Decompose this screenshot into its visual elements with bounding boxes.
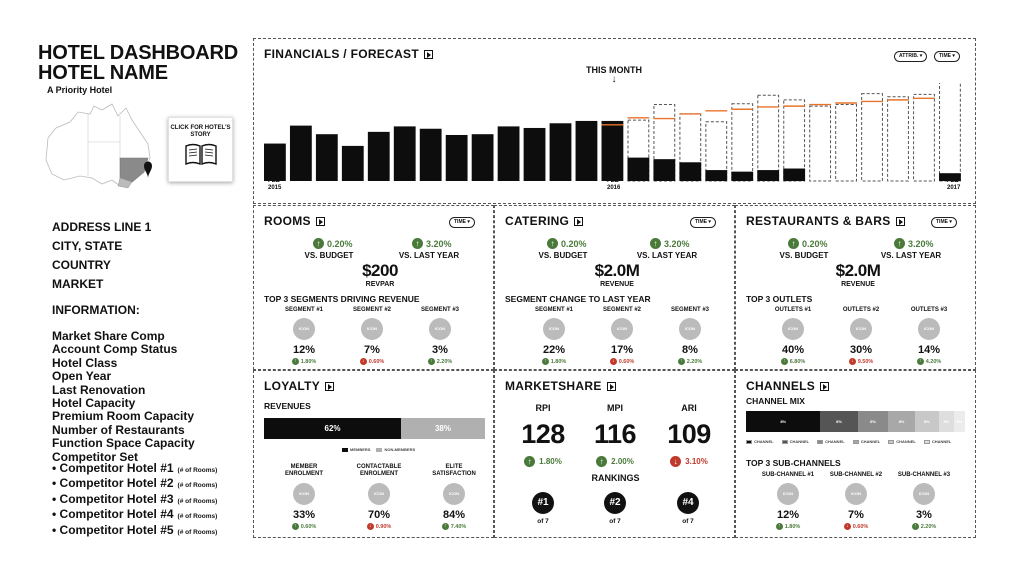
vs-last-year-label: VS. LAST YEAR — [636, 251, 698, 260]
vs-budget-label: VS. BUDGET — [779, 251, 829, 260]
address-city-state: CITY, STATE — [52, 239, 123, 253]
members-pct: 62% — [324, 424, 341, 433]
outlet-3: OUTLETS #3 ICON 14% ↑ 4.20% — [910, 307, 948, 365]
actual-bar — [602, 121, 624, 181]
forecast-actual-bar — [679, 162, 701, 181]
outlet-icon: ICON — [782, 318, 804, 340]
mpi-kpi: MPI 116 ↑ 2.00% — [593, 403, 637, 466]
segment-3: SEGMENT #3 ICON 8% ↑ 2.20% — [670, 307, 709, 365]
enrolment-icon: ICON — [293, 483, 315, 505]
this-month-label: THIS MONTH ↓ — [569, 65, 659, 84]
info-item: Number of Restaurants — [52, 422, 185, 437]
play-icon[interactable] — [574, 217, 583, 226]
forecast-bar — [940, 83, 961, 181]
info-item: Function Space Capacity — [52, 436, 195, 451]
outlet-icon: ICON — [850, 318, 872, 340]
down-arrow-icon: ↓ — [360, 358, 367, 365]
actual-bar — [342, 146, 364, 181]
actual-bar — [550, 123, 572, 181]
information-list — [52, 330, 195, 464]
channel-mix-segment: 8% — [746, 411, 820, 432]
rankings-heading: RANKINGS — [591, 473, 640, 483]
outlets-heading: TOP 3 OUTLETS — [746, 294, 813, 304]
restaurants-revenue-value: $2.0M — [835, 261, 881, 280]
actual-bar — [498, 126, 520, 181]
forecast-bar — [888, 97, 909, 181]
channel-legend-item: CHANNEL — [817, 439, 845, 444]
forecast-actual-bar — [705, 170, 727, 181]
elite-satisfaction: ELITE SATISFACTION ICON 84% ↑ 7.40% — [432, 464, 476, 530]
competitor-item: • Competitor Hotel #2 (# of Rooms) — [52, 476, 218, 491]
catering-revenue-label: REVENUE — [600, 281, 634, 288]
vs-last-year-change: ↑ 3.20% — [412, 238, 452, 249]
down-arrow-icon: ↓ — [844, 523, 851, 530]
up-arrow-icon: ↑ — [894, 238, 905, 249]
attrib-dropdown[interactable]: ATTRIB. ▾ — [894, 51, 927, 62]
forecast-actual-bar — [627, 158, 649, 181]
forecast-actual-bar — [757, 170, 779, 181]
segment-icon: ICON — [361, 318, 383, 340]
channel-legend-item: CHANNEL — [924, 439, 952, 444]
segments-heading: TOP 3 SEGMENTS DRIVING REVENUE — [264, 294, 420, 304]
address-line: ADDRESS LINE 1 — [52, 220, 152, 234]
segment-icon: ICON — [293, 318, 315, 340]
axis-label-start: FEB 2015 — [268, 178, 282, 191]
segment-3: SEGMENT #3 ICON 3% ↑ 2.20% — [420, 307, 459, 365]
time-dropdown[interactable]: TIME ▾ — [449, 217, 475, 228]
up-arrow-icon: ↑ — [292, 358, 299, 365]
channel-legend-item: CHANNEL — [853, 439, 881, 444]
time-dropdown[interactable]: TIME ▾ — [934, 51, 960, 62]
segment-icon: ICON — [543, 318, 565, 340]
marketshare-title: MARKETSHARE — [505, 379, 616, 393]
sub-channel-icon: ICON — [845, 483, 867, 505]
channel-mix-segment: 8% — [915, 411, 939, 432]
vs-last-year-label: VS. LAST YEAR — [880, 251, 942, 260]
vs-last-year-change: ↑ 3.20% — [650, 238, 690, 249]
members-revenue-bar — [264, 418, 485, 439]
dashboard-title: HOTEL DASHBOARD — [38, 42, 238, 64]
forecast-bar — [810, 106, 831, 181]
channels-panel — [735, 370, 976, 538]
vs-last-year-change: ↑ 3.20% — [894, 238, 934, 249]
channel-legend-item: CHANNEL — [746, 439, 774, 444]
sub-channel-icon: ICON — [777, 483, 799, 505]
info-item: Open Year — [52, 369, 112, 384]
address-market: MARKET — [52, 277, 104, 291]
loyalty-legend: MEMBERS NON-MEMBERS — [342, 447, 415, 452]
marketshare-panel — [494, 370, 735, 538]
info-item: Market Share Comp — [52, 329, 165, 343]
catering-title: CATERING — [505, 214, 583, 228]
hotel-story-label: CLICK FOR HOTEL'S STORY — [170, 125, 231, 138]
competitor-list — [52, 462, 217, 539]
competitor-item: • Competitor Hotel #4 (# of Rooms) — [52, 507, 218, 522]
ari-kpi: ARI 109 ↓ 3.10% — [667, 403, 711, 466]
catering-panel — [494, 205, 735, 370]
forecast-bar — [862, 94, 883, 181]
information-heading: INFORMATION: — [52, 303, 140, 317]
restaurants-panel — [735, 205, 976, 370]
loyalty-title: LOYALTY — [264, 379, 334, 393]
down-arrow-icon: ↓ — [367, 523, 374, 530]
segment-icon: ICON — [679, 318, 701, 340]
channel-legend-item: CHANNEL — [888, 439, 916, 444]
actual-bar — [524, 128, 546, 181]
up-arrow-icon: ↑ — [678, 358, 685, 365]
vs-budget-change: ↑ 0.20% — [313, 238, 353, 249]
australia-map-icon — [40, 100, 158, 200]
rpi-rank: #1 of 7 — [523, 492, 563, 525]
revenues-heading: REVENUES — [264, 401, 311, 411]
competitor-item: • Competitor Hotel #1 (# of Rooms) — [52, 461, 218, 475]
segment-1: SEGMENT #1 ICON 12% ↑ 1.80% — [284, 307, 323, 365]
contactable-icon: ICON — [368, 483, 390, 505]
vs-budget-label: VS. BUDGET — [304, 251, 354, 260]
rpi-kpi: RPI 128 ↑ 1.80% — [521, 403, 565, 466]
down-arrow-icon: ↓ — [611, 74, 617, 85]
actual-bar — [394, 126, 416, 181]
competitor-item: • Competitor Hotel #3 (# of Rooms) — [52, 491, 218, 506]
loyalty-panel — [253, 370, 494, 538]
play-icon[interactable] — [325, 382, 334, 391]
forecast-actual-bar — [783, 169, 805, 181]
forecast-actual-bar — [653, 159, 675, 181]
up-arrow-icon: ↑ — [292, 523, 299, 530]
up-arrow-icon: ↑ — [788, 238, 799, 249]
hotel-subtitle: A Priority Hotel — [47, 85, 113, 95]
actual-bar — [576, 121, 598, 181]
forecast-bar — [914, 94, 935, 181]
ari-rank: #4 of 7 — [668, 492, 708, 525]
forecast-bar — [732, 104, 753, 181]
up-arrow-icon: ↑ — [547, 238, 558, 249]
restaurants-title: RESTAURANTS & BARS — [746, 214, 905, 228]
rooms-title: ROOMS — [264, 214, 325, 228]
segment-2: SEGMENT #2 ICON 17% ↓ 0.60% — [602, 307, 641, 365]
channel-mix-heading: CHANNEL MIX — [746, 396, 805, 406]
time-dropdown[interactable]: TIME ▾ — [690, 217, 716, 228]
segment-1: SEGMENT #1 ICON 22% ↑ 1.80% — [534, 307, 573, 365]
play-icon[interactable] — [424, 50, 433, 59]
time-dropdown[interactable]: TIME ▾ — [931, 217, 957, 228]
outlet-1: OUTLETS #1 ICON 40% ↑ 6.80% — [774, 307, 812, 365]
axis-label-mid: FEB 2016 — [607, 178, 621, 191]
nonmembers-pct: 38% — [434, 424, 451, 433]
actual-bar — [446, 135, 468, 181]
mpi-rank: #2 of 7 — [595, 492, 635, 525]
up-arrow-icon: ↑ — [917, 358, 924, 365]
channel-mix-segment: 8% — [858, 411, 889, 432]
play-icon[interactable] — [316, 217, 325, 226]
sub-channel-1: SUB-CHANNEL #1 ICON 12% ↑ 1.80% — [761, 472, 815, 530]
up-arrow-icon: ↑ — [412, 238, 423, 249]
play-icon[interactable] — [896, 217, 905, 226]
info-item: Competitor Set — [52, 449, 139, 464]
financials-panel — [253, 38, 976, 204]
vs-last-year-label: VS. LAST YEAR — [398, 251, 460, 260]
channels-title: CHANNELS — [746, 379, 829, 393]
up-arrow-icon: ↑ — [781, 358, 788, 365]
info-item: Hotel Capacity — [52, 396, 136, 411]
contactable-enrolment: CONTACTABLE ENROLMENT ICON 70% ↓ 0.90% — [356, 464, 402, 530]
vs-budget-label: VS. BUDGET — [538, 251, 588, 260]
axis-label-end: FEB 2017 — [947, 178, 961, 191]
up-arrow-icon: ↑ — [313, 238, 324, 249]
channel-mix-bar — [746, 411, 965, 432]
restaurants-revenue-label: REVENUE — [841, 281, 875, 288]
forecast-actual-bar — [731, 172, 753, 181]
outlet-icon: ICON — [918, 318, 940, 340]
forecast-bar — [758, 95, 779, 181]
up-arrow-icon: ↑ — [442, 523, 449, 530]
segment-2: SEGMENT #2 ICON 7% ↓ 0.60% — [352, 307, 391, 365]
up-arrow-icon: ↑ — [776, 523, 783, 530]
play-icon[interactable] — [607, 382, 616, 391]
sub-channel-2: SUB-CHANNEL #2 ICON 7% ↓ 0.60% — [829, 472, 883, 530]
financials-title: FINANCIALS / FORECAST — [264, 47, 433, 61]
up-arrow-icon: ↑ — [428, 358, 435, 365]
up-arrow-icon: ↑ — [596, 456, 607, 467]
sub-channel-3: SUB-CHANNEL #3 ICON 3% ↑ 2.20% — [897, 472, 951, 530]
sub-channel-icon: ICON — [913, 483, 935, 505]
channel-mix-segment: 8% — [954, 411, 965, 432]
actual-bar — [368, 132, 390, 181]
satisfaction-icon: ICON — [443, 483, 465, 505]
play-icon[interactable] — [820, 382, 829, 391]
member-enrolment: MEMBER ENROLMENT ICON 33% ↑ 0.60% — [285, 464, 323, 530]
forecast-bar — [836, 105, 857, 181]
revpar-value: $200 — [362, 261, 398, 280]
info-item: Hotel Class — [52, 355, 118, 370]
up-arrow-icon: ↑ — [524, 456, 535, 467]
actual-bar — [264, 144, 286, 181]
channel-mix-segment: 8% — [820, 411, 857, 432]
sub-channels-heading: TOP 3 SUB-CHANNELS — [746, 458, 841, 468]
segment-icon: ICON — [429, 318, 451, 340]
info-item: Last Renovation — [52, 382, 146, 397]
outlet-2: OUTLETS #2 ICON 30% ↓ 9.50% — [842, 307, 880, 365]
address-country: COUNTRY — [52, 258, 111, 272]
revpar-label: REVPAR — [365, 281, 395, 288]
hotel-info-sidebar — [0, 0, 252, 576]
channel-mix-segment: 8% — [939, 411, 954, 432]
down-arrow-icon: ↓ — [849, 358, 856, 365]
actual-bar — [316, 134, 338, 181]
down-arrow-icon: ↓ — [610, 358, 617, 365]
info-item: Account Comp Status — [52, 342, 178, 357]
segment-change-heading: SEGMENT CHANGE TO LAST YEAR — [505, 294, 651, 304]
vs-budget-change: ↑ 0.20% — [547, 238, 587, 249]
vs-budget-change: ↑ 0.20% — [788, 238, 828, 249]
rooms-panel — [253, 205, 494, 370]
channel-legend-item: CHANNEL — [782, 439, 810, 444]
hotel-name: HOTEL NAME — [38, 62, 168, 84]
up-arrow-icon: ↑ — [650, 238, 661, 249]
channel-mix-segment: 8% — [888, 411, 914, 432]
actual-bar — [472, 134, 494, 181]
actual-bar — [290, 126, 312, 181]
channel-mix-legend — [746, 439, 971, 444]
hotel-story-button[interactable] — [168, 117, 233, 182]
down-arrow-icon: ↓ — [670, 456, 681, 467]
actual-bar — [420, 129, 442, 181]
segment-icon: ICON — [611, 318, 633, 340]
book-icon — [184, 142, 218, 166]
competitor-item: • Competitor Hotel #5 (# of Rooms) — [52, 522, 218, 537]
info-item: Premium Room Capacity — [52, 409, 195, 424]
catering-revenue-value: $2.0M — [594, 261, 640, 280]
up-arrow-icon: ↑ — [912, 523, 919, 530]
up-arrow-icon: ↑ — [542, 358, 549, 365]
